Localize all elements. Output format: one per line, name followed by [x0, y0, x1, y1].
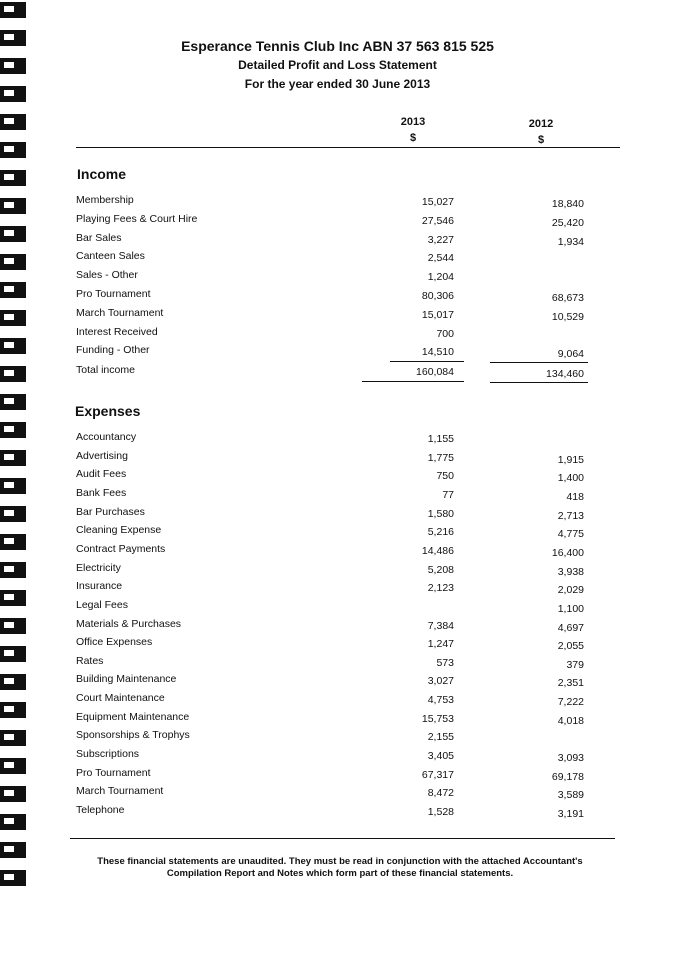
- table-row: [70, 487, 590, 505]
- income-subtotal-rule-2012: [490, 362, 588, 363]
- table-row: [70, 543, 590, 561]
- row-label: Interest Received: [76, 325, 158, 338]
- row-label: March Tournament: [76, 785, 164, 798]
- income-total-rule-2012: [490, 382, 588, 383]
- row-label: March Tournament: [76, 306, 164, 319]
- row-value-2012: 1,400: [557, 472, 584, 485]
- table-row: [70, 655, 590, 673]
- table-row: [70, 785, 590, 803]
- row-value-2013: 80,306: [421, 290, 454, 302]
- table-row: [70, 748, 590, 766]
- row-value-2012: 4,697: [557, 621, 584, 634]
- row-value-2012: 7,222: [557, 696, 584, 709]
- column-unit-2013: $: [409, 132, 417, 144]
- row-value-2013: 2,123: [427, 582, 454, 595]
- footer-disclaimer: These financial statements are unaudited. They must be read in conjunction with the attached Accountant's Compilation Report and Notes which form part of these financial statements.: [97, 856, 583, 879]
- row-value-2012: 16,400: [551, 546, 584, 559]
- row-value-2013: 1,247: [427, 638, 454, 651]
- row-value-2013: 2,544: [427, 252, 454, 265]
- row-label: Canteen Sales: [76, 250, 145, 263]
- row-value-2012: 18,840: [551, 198, 584, 210]
- row-label: Sponsorships & Trophys: [76, 729, 190, 742]
- table-row: [70, 599, 590, 617]
- column-year-2012: 2012: [528, 118, 554, 130]
- row-value-2013: 4,753: [427, 694, 454, 707]
- row-value-2012: 4,775: [557, 528, 584, 541]
- row-label: Membership: [76, 194, 134, 206]
- row-value-2013: 27,546: [421, 214, 454, 227]
- row-value-2013: 8,472: [427, 787, 454, 800]
- row-label: Electricity: [76, 561, 121, 574]
- table-row: [70, 580, 590, 598]
- row-label: Office Expenses: [76, 636, 153, 649]
- row-value-2012: 2,055: [557, 640, 584, 653]
- row-label: Advertising: [76, 449, 128, 462]
- table-row: [70, 213, 590, 231]
- row-label: Pro Tournament: [76, 288, 151, 300]
- row-label: Equipment Maintenance: [76, 710, 190, 723]
- row-value-2013: 3,027: [427, 675, 454, 688]
- row-value-2012: 69,178: [551, 770, 584, 783]
- document-title: Esperance Tennis Club Inc ABN 37 563 815 525: [181, 38, 494, 54]
- row-label: Rates: [76, 654, 104, 667]
- table-row: [70, 232, 590, 250]
- table-row: [70, 618, 590, 636]
- table-row: [70, 729, 590, 747]
- row-label: Contract Payments: [76, 542, 166, 555]
- row-value-2013: 1,204: [427, 271, 454, 284]
- row-label: Legal Fees: [76, 598, 128, 611]
- row-value-2013: 1,155: [427, 433, 454, 445]
- total-income-2013: 160,084: [416, 366, 454, 378]
- row-value-2012: 1,100: [557, 602, 584, 615]
- row-value-2013: 2,155: [427, 731, 454, 744]
- row-label: Telephone: [76, 804, 125, 816]
- row-value-2013: 14,510: [421, 346, 454, 359]
- column-unit-2012: $: [537, 134, 545, 146]
- row-value-2012: 2,351: [557, 677, 584, 690]
- table-row: [70, 344, 590, 362]
- row-label: Sales - Other: [76, 269, 138, 282]
- row-label: Bar Purchases: [76, 505, 145, 518]
- row-value-2013: 3,227: [427, 233, 454, 246]
- row-value-2012: 1,934: [557, 235, 584, 248]
- row-value-2012: 9,064: [557, 348, 584, 361]
- table-row: [70, 307, 590, 325]
- column-year-2013: 2013: [400, 116, 426, 128]
- row-label: Subscriptions: [76, 748, 140, 761]
- document-subtitle: Detailed Profit and Loss Statement: [238, 58, 437, 72]
- table-row: [70, 269, 590, 287]
- row-label: Pro Tournament: [76, 766, 151, 779]
- row-label: Funding - Other: [76, 344, 150, 357]
- row-label: Playing Fees & Court Hire: [76, 212, 198, 225]
- row-value-2012: 379: [566, 658, 584, 671]
- total-income-row: [70, 364, 590, 382]
- row-value-2012: 2,713: [557, 509, 584, 522]
- row-value-2013: 15,027: [421, 196, 454, 208]
- row-value-2013: 15,753: [421, 712, 454, 725]
- row-value-2013: 573: [436, 656, 454, 669]
- row-value-2013: 700: [436, 327, 454, 340]
- table-row: [70, 194, 590, 212]
- row-value-2013: 1,528: [427, 806, 454, 818]
- table-row: [70, 804, 590, 822]
- income-subtotal-rule-2013: [390, 361, 464, 362]
- row-value-2013: 5,208: [427, 563, 454, 576]
- table-row: [70, 524, 590, 542]
- expenses-heading: Expenses: [75, 403, 141, 419]
- row-value-2012: 418: [566, 490, 584, 503]
- table-row: [70, 506, 590, 524]
- row-value-2013: 750: [436, 470, 454, 483]
- footer-rule: [70, 838, 615, 839]
- row-label: Materials & Purchases: [76, 617, 182, 630]
- row-label: Cleaning Expense: [76, 524, 162, 537]
- row-value-2013: 3,405: [427, 750, 454, 763]
- binder-strip: [0, 0, 30, 953]
- table-row: [70, 326, 590, 344]
- table-row: [70, 562, 590, 580]
- row-value-2013: 14,486: [421, 544, 454, 557]
- income-total-rule-2013: [362, 381, 464, 382]
- row-value-2013: 15,017: [421, 308, 454, 321]
- row-value-2013: 67,317: [421, 768, 454, 781]
- row-value-2012: 1,915: [557, 453, 584, 466]
- table-row: [70, 288, 590, 306]
- income-heading: Income: [77, 166, 127, 182]
- row-value-2012: 3,938: [557, 565, 584, 578]
- table-row: [70, 673, 590, 691]
- row-value-2012: 2,029: [557, 584, 584, 597]
- total-income-2012: 134,460: [546, 368, 584, 380]
- reporting-period: For the year ended 30 June 2013: [244, 77, 431, 91]
- table-row: [70, 636, 590, 654]
- row-value-2012: 68,673: [551, 292, 584, 304]
- row-value-2012: 3,589: [557, 789, 584, 802]
- row-value-2012: 10,529: [551, 310, 584, 323]
- row-label: Accountancy: [76, 431, 137, 443]
- row-label: Court Maintenance: [76, 692, 165, 705]
- row-value-2012: 25,420: [551, 216, 584, 229]
- table-row: [70, 767, 590, 785]
- row-value-2012: 3,093: [557, 752, 584, 765]
- row-label: Bank Fees: [76, 486, 127, 499]
- row-label: Building Maintenance: [76, 673, 177, 686]
- row-value-2013: 5,216: [427, 526, 454, 539]
- row-value-2013: 7,384: [427, 619, 454, 632]
- total-income-label: Total income: [76, 364, 135, 376]
- table-row: [70, 431, 590, 449]
- row-label: Audit Fees: [76, 468, 127, 481]
- row-label: Bar Sales: [76, 231, 122, 244]
- row-value-2013: 1,580: [427, 507, 454, 520]
- table-row: [70, 692, 590, 710]
- header-rule: [76, 147, 620, 148]
- row-value-2013: 1,775: [427, 451, 454, 464]
- row-value-2012: 3,191: [557, 808, 584, 820]
- table-row: [70, 468, 590, 486]
- table-row: [70, 450, 590, 468]
- table-row: [70, 711, 590, 729]
- table-row: [70, 250, 590, 268]
- row-value-2013: 77: [442, 488, 454, 501]
- row-label: Insurance: [76, 580, 123, 593]
- row-value-2012: 4,018: [557, 714, 584, 727]
